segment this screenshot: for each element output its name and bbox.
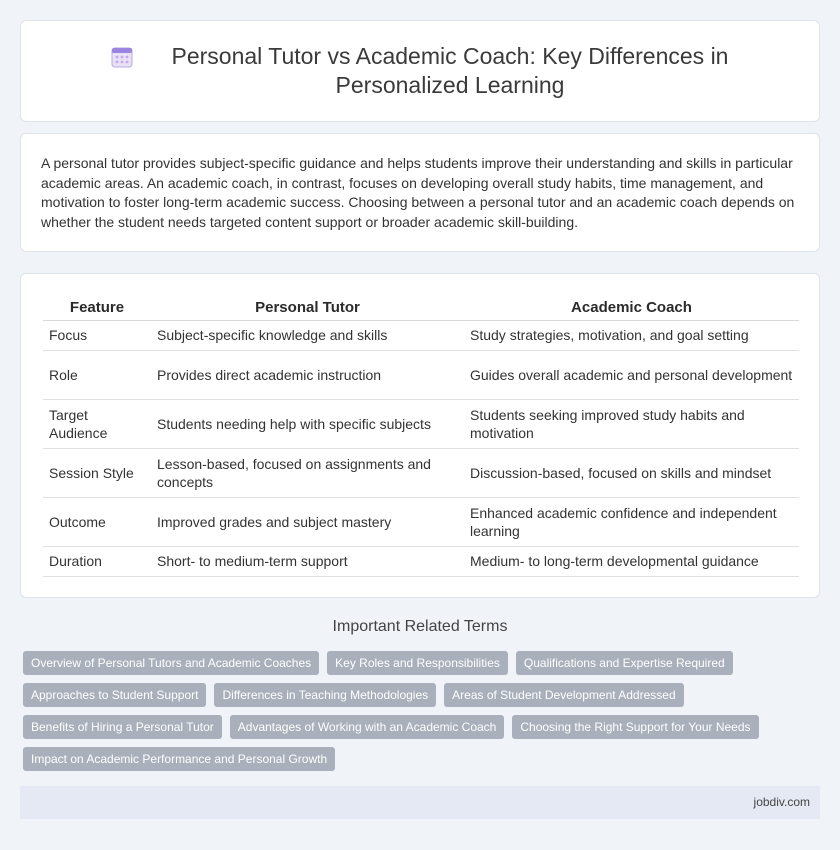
table-row bbox=[43, 546, 799, 576]
related-term-tag[interactable]: Choosing the Right Support for Your Needs bbox=[512, 715, 758, 739]
table-row bbox=[43, 448, 799, 497]
table-row bbox=[43, 497, 799, 546]
coach-cell: Discussion-based, focused on skills and mindset bbox=[464, 448, 799, 497]
coach-cell: Study strategies, motivation, and goal setting bbox=[464, 320, 799, 350]
column-header-feature: Feature bbox=[43, 296, 151, 320]
coach-cell: Enhanced academic confidence and independent learning bbox=[464, 497, 799, 546]
intro-paragraph: A personal tutor provides subject-specific guidance and helps students improve their understanding and skills in particular academic areas. An academic coach, in contrast, focuses on developing overall study habits, time management, and motivation to foster long-term academic success. Choosing between a personal tutor and an academic coach depends on whether the student needs targeted content support or broader academic skill-building. bbox=[41, 155, 795, 230]
feature-cell: Target Audience bbox=[43, 399, 151, 448]
coach-cell: Guides overall academic and personal development bbox=[464, 350, 799, 399]
feature-cell: Role bbox=[43, 350, 151, 399]
related-term-tag[interactable]: Advantages of Working with an Academic Coach bbox=[230, 715, 505, 739]
feature-cell: Outcome bbox=[43, 497, 151, 546]
related-term-tag[interactable]: Overview of Personal Tutors and Academic Coaches bbox=[23, 651, 319, 675]
related-term-tag[interactable]: Approaches to Student Support bbox=[23, 683, 206, 707]
tutor-cell: Short- to medium-term support bbox=[151, 546, 464, 576]
related-term-tag[interactable]: Impact on Academic Performance and Personal Growth bbox=[23, 747, 335, 771]
tutor-cell: Students needing help with specific subjects bbox=[151, 399, 464, 448]
table-row bbox=[43, 350, 799, 399]
header-card bbox=[20, 20, 820, 122]
related-term-tag[interactable]: Qualifications and Expertise Required bbox=[516, 651, 733, 675]
intro-card bbox=[20, 133, 820, 252]
table-row bbox=[43, 320, 799, 350]
tutor-cell: Subject-specific knowledge and skills bbox=[151, 320, 464, 350]
tutor-cell: Improved grades and subject mastery bbox=[151, 497, 464, 546]
tutor-cell: Lesson-based, focused on assignments and concepts bbox=[151, 448, 464, 497]
table-row bbox=[43, 399, 799, 448]
related-term-tag[interactable]: Differences in Teaching Methodologies bbox=[214, 683, 436, 707]
coach-cell: Medium- to long-term developmental guidance bbox=[464, 546, 799, 576]
feature-cell: Session Style bbox=[43, 448, 151, 497]
related-terms-list bbox=[23, 651, 803, 771]
column-header-academic-coach: Academic Coach bbox=[464, 296, 799, 320]
related-term-tag[interactable]: Areas of Student Development Addressed bbox=[444, 683, 683, 707]
footer bbox=[20, 786, 820, 819]
feature-cell: Focus bbox=[43, 320, 151, 350]
coach-cell: Students seeking improved study habits and motivation bbox=[464, 399, 799, 448]
page-title: Personal Tutor vs Academic Coach: Key Differences in Personalized Learning bbox=[171, 43, 729, 98]
footer-site-link[interactable]: jobdiv.com bbox=[753, 795, 810, 809]
feature-cell: Duration bbox=[43, 546, 151, 576]
comparison-table bbox=[43, 296, 799, 577]
related-term-tag[interactable]: Key Roles and Responsibilities bbox=[327, 651, 508, 675]
column-header-personal-tutor: Personal Tutor bbox=[151, 296, 464, 320]
comparison-table-card bbox=[20, 273, 820, 598]
table-header-row bbox=[43, 296, 799, 320]
related-term-tag[interactable]: Benefits of Hiring a Personal Tutor bbox=[23, 715, 222, 739]
related-terms-title: Important Related Terms bbox=[332, 618, 508, 635]
tutor-cell: Provides direct academic instruction bbox=[151, 350, 464, 399]
